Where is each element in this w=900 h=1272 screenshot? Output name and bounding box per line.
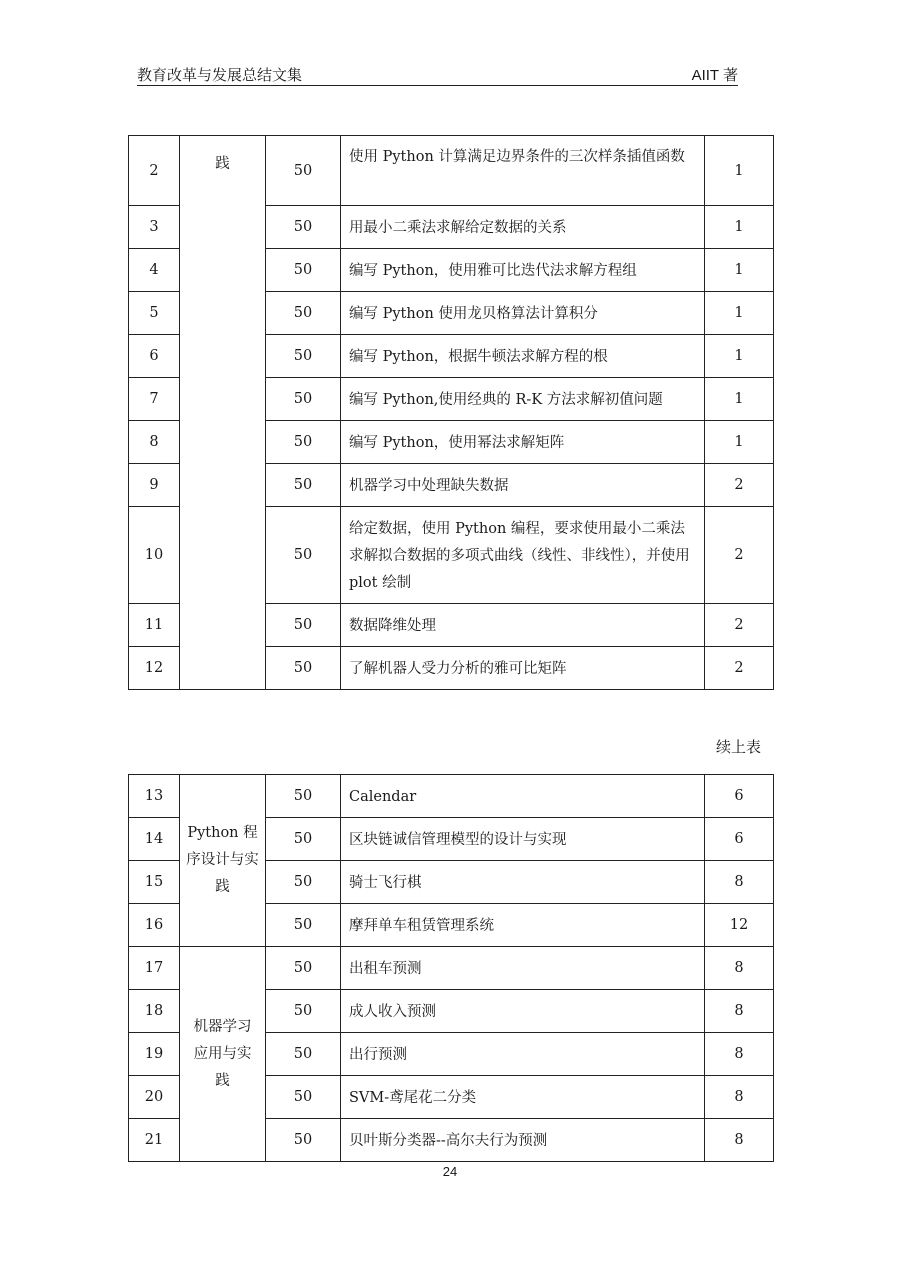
credit-cell: 1 — [705, 335, 774, 378]
content-cell: 编写 Python，使用雅可比迭代法求解方程组 — [341, 249, 705, 292]
hours-cell: 50 — [266, 206, 341, 249]
row-number: 7 — [129, 378, 180, 421]
credit-cell: 2 — [705, 647, 774, 690]
hours-cell: 50 — [266, 1119, 341, 1162]
row-number: 2 — [129, 136, 180, 206]
content-cell: 编写 Python，根据牛顿法求解方程的根 — [341, 335, 705, 378]
credit-cell: 1 — [705, 206, 774, 249]
credit-cell: 1 — [705, 292, 774, 335]
content-cell: 用最小二乘法求解给定数据的关系 — [341, 206, 705, 249]
table-row — [129, 775, 774, 818]
credit-cell: 8 — [705, 990, 774, 1033]
content-cell: 区块链诚信管理模型的设计与实现 — [341, 818, 705, 861]
content-cell: 编写 Python，使用幂法求解矩阵 — [341, 421, 705, 464]
row-number: 11 — [129, 604, 180, 647]
row-number: 5 — [129, 292, 180, 335]
credit-cell: 2 — [705, 604, 774, 647]
continued-label: 续上表 — [716, 738, 762, 756]
row-number: 4 — [129, 249, 180, 292]
credit-cell: 6 — [705, 775, 774, 818]
content-cell: 摩拜单车租赁管理系统 — [341, 904, 705, 947]
hours-cell: 50 — [266, 904, 341, 947]
credit-cell: 8 — [705, 1033, 774, 1076]
hours-cell: 50 — [266, 1033, 341, 1076]
table-row — [129, 947, 774, 990]
content-cell: 编写 Python 使用龙贝格算法计算积分 — [341, 292, 705, 335]
hours-cell: 50 — [266, 861, 341, 904]
credit-cell: 1 — [705, 136, 774, 206]
row-number: 6 — [129, 335, 180, 378]
credit-cell: 1 — [705, 249, 774, 292]
content-cell: 出租车预测 — [341, 947, 705, 990]
content-cell: Calendar — [341, 775, 705, 818]
credit-cell: 8 — [705, 947, 774, 990]
row-number: 15 — [129, 861, 180, 904]
hours-cell: 50 — [266, 1076, 341, 1119]
credit-cell: 1 — [705, 378, 774, 421]
hours-cell: 50 — [266, 818, 341, 861]
content-cell: 机器学习中处理缺失数据 — [341, 464, 705, 507]
row-number: 20 — [129, 1076, 180, 1119]
content-cell: 编写 Python,使用经典的 R-K 方法求解初值问题 — [341, 378, 705, 421]
course-table-2 — [128, 774, 774, 1162]
hours-cell: 50 — [266, 647, 341, 690]
hours-cell: 50 — [266, 604, 341, 647]
credit-cell: 8 — [705, 1119, 774, 1162]
hours-cell: 50 — [266, 335, 341, 378]
row-number: 13 — [129, 775, 180, 818]
category-label: Python 程序设计与实践 — [186, 825, 259, 895]
page-number: 24 — [442, 1164, 458, 1179]
row-number: 8 — [129, 421, 180, 464]
row-number: 18 — [129, 990, 180, 1033]
row-number: 21 — [129, 1119, 180, 1162]
content-cell: 出行预测 — [341, 1033, 705, 1076]
header-title: 教育改革与发展总结文集 — [137, 66, 303, 84]
content-cell: 给定数据，使用 Python 编程，要求使用最小二乘法求解拟合数据的多项式曲线（线性、非线性），并使用 plot 绘制 — [341, 507, 705, 604]
category-cell — [180, 775, 266, 947]
content-cell: 成人收入预测 — [341, 990, 705, 1033]
credit-cell: 2 — [705, 507, 774, 604]
hours-cell: 50 — [266, 464, 341, 507]
content-cell: 使用 Python 计算满足边界条件的三次样条插值函数 — [341, 136, 705, 206]
credit-cell: 8 — [705, 861, 774, 904]
category-cell: 践 — [180, 136, 266, 690]
hours-cell: 50 — [266, 421, 341, 464]
category-label: 机器学习应用与实践 — [193, 1018, 252, 1089]
content-cell: 了解机器人受力分析的雅可比矩阵 — [341, 647, 705, 690]
row-number: 14 — [129, 818, 180, 861]
header-author: AIIT 著 — [691, 67, 738, 84]
hours-cell: 50 — [266, 507, 341, 604]
page-header — [137, 66, 738, 86]
category-cell — [180, 947, 266, 1162]
row-number: 16 — [129, 904, 180, 947]
content-cell: 数据降维处理 — [341, 604, 705, 647]
hours-cell: 50 — [266, 947, 341, 990]
row-number: 12 — [129, 647, 180, 690]
row-number: 9 — [129, 464, 180, 507]
credit-cell: 2 — [705, 464, 774, 507]
row-number: 3 — [129, 206, 180, 249]
course-table-1 — [128, 135, 774, 690]
hours-cell: 50 — [266, 775, 341, 818]
hours-cell: 50 — [266, 136, 341, 206]
credit-cell: 1 — [705, 421, 774, 464]
hours-cell: 50 — [266, 249, 341, 292]
hours-cell: 50 — [266, 990, 341, 1033]
content-cell: 骑士飞行棋 — [341, 861, 705, 904]
credit-cell: 8 — [705, 1076, 774, 1119]
credit-cell: 12 — [705, 904, 774, 947]
row-number: 10 — [129, 507, 180, 604]
row-number: 17 — [129, 947, 180, 990]
credit-cell: 6 — [705, 818, 774, 861]
content-cell: 贝叶斯分类器--高尔夫行为预测 — [341, 1119, 705, 1162]
hours-cell: 50 — [266, 292, 341, 335]
row-number: 19 — [129, 1033, 180, 1076]
content-cell: SVM-鸢尾花二分类 — [341, 1076, 705, 1119]
table-row — [129, 136, 774, 206]
hours-cell: 50 — [266, 378, 341, 421]
